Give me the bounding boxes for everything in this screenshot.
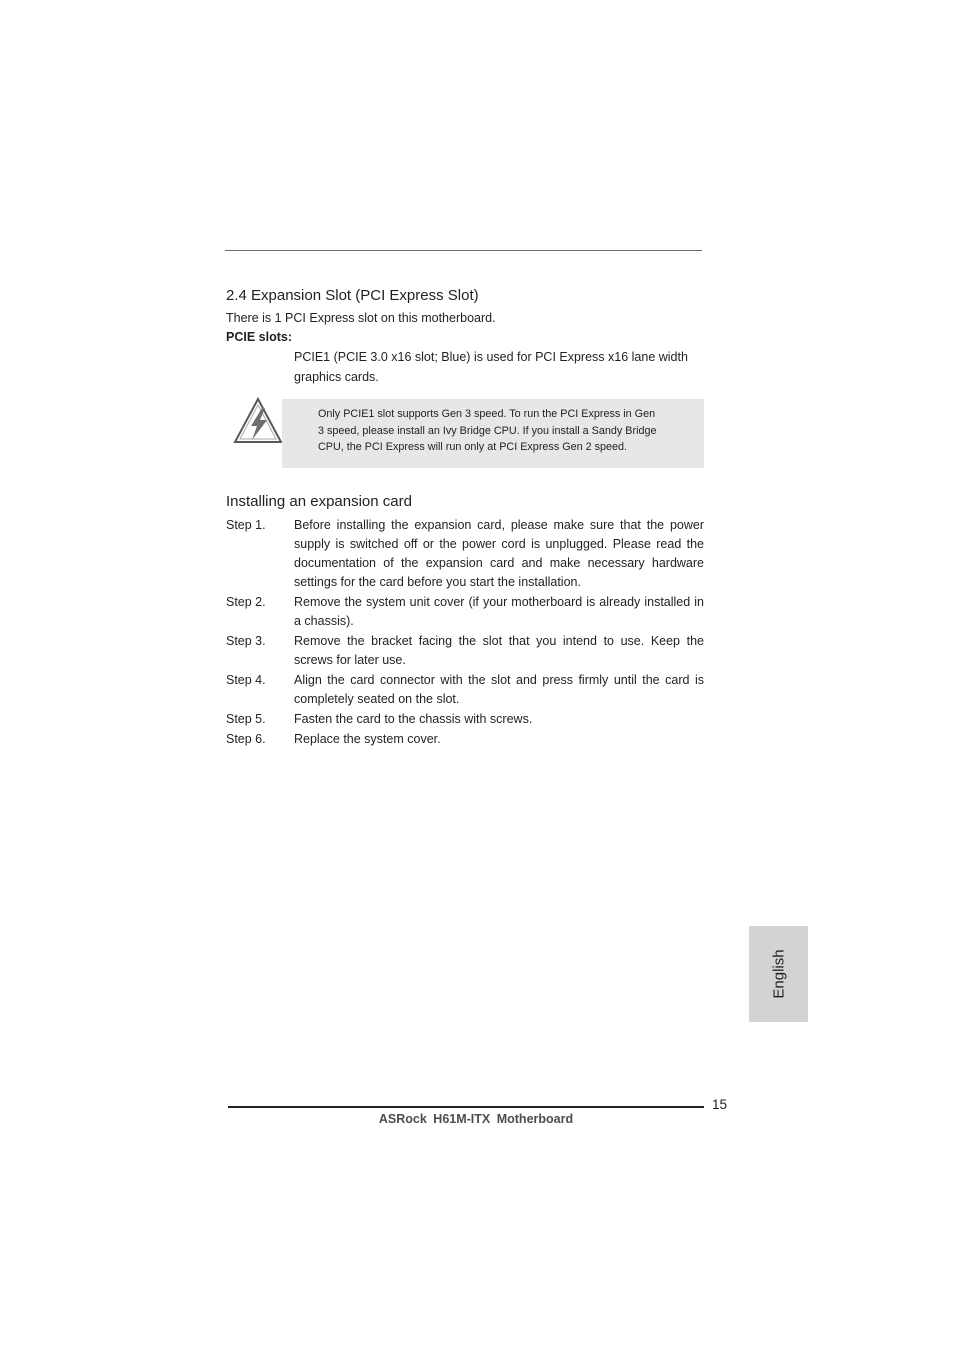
language-tab-label: English bbox=[770, 949, 787, 999]
footer-product-name: ASRock H61M-ITX Motherboard bbox=[378, 1112, 574, 1126]
step-label: Step 2. bbox=[226, 595, 266, 609]
install-steps bbox=[226, 516, 704, 750]
header-divider bbox=[225, 250, 702, 251]
section-title: 2.4 Expansion Slot (PCI Express Slot) bbox=[226, 287, 479, 304]
language-tab bbox=[749, 926, 808, 1022]
note-line: CPU, the PCI Express will run only at PCI Express Gen 2 speed. bbox=[318, 441, 628, 454]
step-item bbox=[226, 593, 704, 631]
page-number: 15 bbox=[712, 1097, 728, 1112]
step-label: Step 4. bbox=[226, 673, 266, 687]
step-label: Step 3. bbox=[226, 634, 266, 648]
pcie-slot-description: PCIE1 (PCIE 3.0 x16 slot; Blue) is used for PCI Express x16 lane width graphics cards. bbox=[294, 350, 688, 384]
warning-triangle-icon bbox=[232, 396, 284, 446]
footer-divider bbox=[228, 1106, 704, 1108]
step-item bbox=[226, 671, 704, 709]
pcie-slots-label: PCIE slots: bbox=[226, 330, 292, 344]
step-item bbox=[226, 516, 704, 592]
note-box bbox=[282, 399, 704, 468]
note-line: Only PCIE1 slot supports Gen 3 speed. To run the PCI Express in Gen bbox=[318, 408, 656, 420]
step-text: Remove the system unit cover (if your motherboard is already installed in a chassis). bbox=[294, 595, 704, 628]
install-title: Installing an expansion card bbox=[226, 493, 412, 510]
step-label: Step 5. bbox=[226, 712, 266, 726]
step-text: Fasten the card to the chassis with screws. bbox=[294, 712, 533, 726]
step-label: Step 6. bbox=[226, 732, 266, 746]
step-item bbox=[226, 730, 704, 749]
step-text: Align the card connector with the slot and press firmly until the card is completely seated on the slot. bbox=[294, 673, 704, 706]
note-text bbox=[318, 406, 678, 456]
note-line: 3 speed, please install an Ivy Bridge CPU. If you install a Sandy Bridge bbox=[318, 424, 657, 437]
step-text: Remove the bracket facing the slot that you intend to use. Keep the screws for later use. bbox=[294, 634, 704, 667]
step-item bbox=[226, 632, 704, 670]
step-text: Replace the system cover. bbox=[294, 732, 441, 746]
step-text: Before installing the expansion card, please make sure that the power supply is switched off or the power cord is unplugged. Please read the documentation of the expansion card and make necessary hardware settings for the card before you start the installation. bbox=[294, 518, 704, 589]
intro-text: There is 1 PCI Express slot on this motherboard. bbox=[226, 311, 496, 325]
step-item bbox=[226, 710, 704, 729]
step-label: Step 1. bbox=[226, 518, 266, 532]
